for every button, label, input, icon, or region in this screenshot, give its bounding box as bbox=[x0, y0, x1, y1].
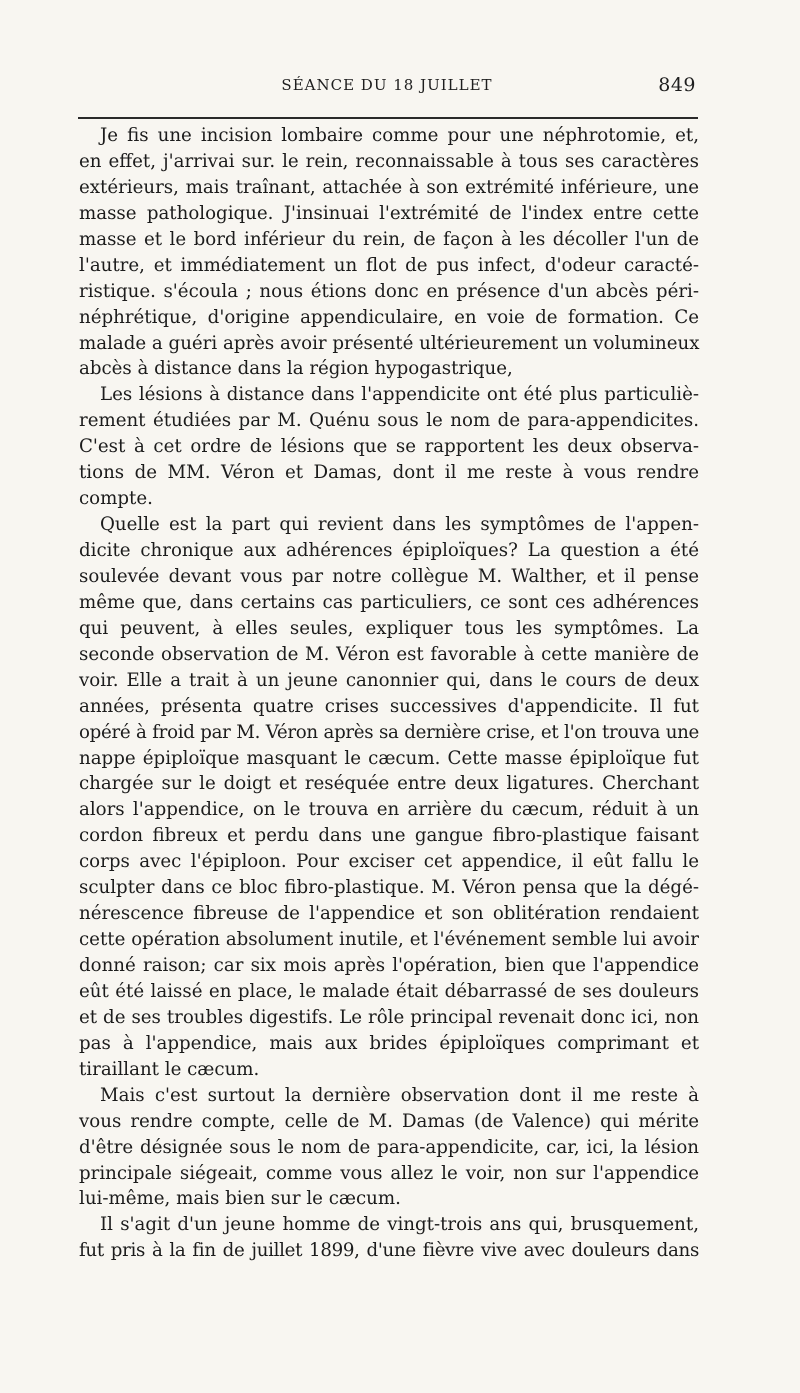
text-line: abcès à distance dans la région hypogastrique, bbox=[79, 358, 513, 380]
text-line: voir. Elle a trait à un jeune canonnier qui, dans le cours de deux bbox=[79, 669, 699, 691]
text-line: Je fis une incision lombaire comme pour une néphrotomie, et, bbox=[100, 125, 699, 146]
header-rule bbox=[78, 117, 698, 119]
text-line: dicite chronique aux adhérences épiploïques? La question a été bbox=[79, 540, 699, 561]
text-line: Mais c'est surtout la dernière observation dont il me reste à bbox=[100, 1084, 699, 1106]
text-line: pas à l'appendice, mais aux brides épiploïques comprimant et bbox=[79, 1032, 699, 1054]
text-line: nappe épiploïque masquant le cæcum. Cette masse épiploïque fut bbox=[79, 747, 699, 769]
text-line: d'être désignée sous le nom de para-appendicite, car, ici, la lésion bbox=[79, 1136, 699, 1158]
text-line: principale siégeait, comme vous allez le voir, non sur l'appendice bbox=[79, 1162, 699, 1184]
text-line: eût été laissé en place, le malade était débarrassé de ses douleurs bbox=[79, 980, 699, 1002]
text-line: en effet, j'arrivai sur. le rein, reconnaissable à tous ses caractères bbox=[79, 150, 699, 172]
text-line: nérescence fibreuse de l'appendice et son oblitération rendaient bbox=[79, 903, 699, 925]
text-line: Les lésions à distance dans l'appendicite ont été plus particuliè- bbox=[100, 384, 699, 406]
text-line: seconde observation de M. Véron est favorable à cette manière de bbox=[79, 643, 699, 665]
text-line: fut pris à la fin de juillet 1899, d'une fièvre vive avec douleurs dans bbox=[79, 1240, 699, 1262]
text-line: Il s'agit d'un jeune homme de vingt-trois ans qui, brusquement, bbox=[100, 1214, 699, 1236]
page-number: 849 bbox=[658, 74, 696, 96]
text-line: même que, dans certains cas particuliers, ce sont ces adhérences bbox=[79, 591, 699, 613]
text-line: chargée sur le doigt et reséquée entre deux ligatures. Cherchant bbox=[79, 773, 699, 795]
text-line: l'autre, et immédiatement un flot de pus infect, d'odeur caracté- bbox=[79, 254, 699, 276]
text-line: opéré à froid par M. Véron après sa dernière crise, et l'on trouva une bbox=[79, 721, 699, 743]
text-line: vous rendre compte, celle de M. Damas (de Valence) qui mérite bbox=[79, 1110, 699, 1132]
text-line: sculpter dans ce bloc fibro-plastique. M. Véron pensa que la dégé- bbox=[79, 877, 699, 899]
text-line: cordon fibreux et perdu dans une gangue fibro-plastique faisant bbox=[79, 825, 699, 847]
text-line: C'est à cet ordre de lésions que se rapportent les deux observa- bbox=[79, 436, 699, 458]
running-title: SÉANCE DU 18 JUILLET bbox=[281, 76, 493, 94]
text-line: donné raison; car six mois après l'opération, bien que l'appendice bbox=[79, 955, 699, 976]
text-line: et de ses troubles digestifs. Le rôle principal revenait donc ici, non bbox=[79, 1006, 699, 1028]
text-line: qui peuvent, à elles seules, expliquer tous les symptômes. La bbox=[79, 617, 699, 639]
text-line: masse et le bord inférieur du rein, de façon à les décoller l'un de bbox=[79, 228, 699, 250]
page-header bbox=[78, 74, 696, 96]
text-line: néphrétique, d'origine appendiculaire, en voie de formation. Ce bbox=[79, 306, 699, 328]
text-line: tiraillant le cæcum. bbox=[79, 1058, 260, 1080]
text-line: rement étudiées par M. Quénu sous le nom de para-appendicites. bbox=[79, 410, 699, 432]
body-text bbox=[79, 123, 699, 1264]
text-line: malade a guéri après avoir présenté ultérieurement un volumineux bbox=[79, 332, 700, 354]
text-line: lui-même, mais bien sur le cæcum. bbox=[79, 1188, 401, 1210]
text-line: tions de MM. Véron et Damas, dont il me reste à vous rendre bbox=[79, 462, 699, 484]
text-line: compte. bbox=[79, 488, 153, 510]
text-line: cette opération absolument inutile, et l'événement semble lui avoir bbox=[79, 929, 699, 951]
text-line: soulevée devant vous par notre collègue M. Walther, et il pense bbox=[79, 565, 699, 587]
text-line: Quelle est la part qui revient dans les symptômes de l'appen- bbox=[100, 514, 699, 536]
text-line: masse pathologique. J'insinuai l'extrémité de l'index entre cette bbox=[79, 202, 699, 224]
text-line: corps avec l'épiploon. Pour exciser cet appendice, il eût fallu le bbox=[79, 851, 699, 873]
text-line: années, présenta quatre crises successives d'appendicite. Il fut bbox=[79, 695, 699, 717]
text-line: alors l'appendice, on le trouva en arrière du cæcum, réduit à un bbox=[79, 799, 699, 821]
text-line: ristique. s'écoula ; nous étions donc en présence d'un abcès péri- bbox=[79, 280, 699, 302]
text-line: extérieurs, mais traînant, attachée à son extrémité inférieure, une bbox=[79, 176, 699, 198]
